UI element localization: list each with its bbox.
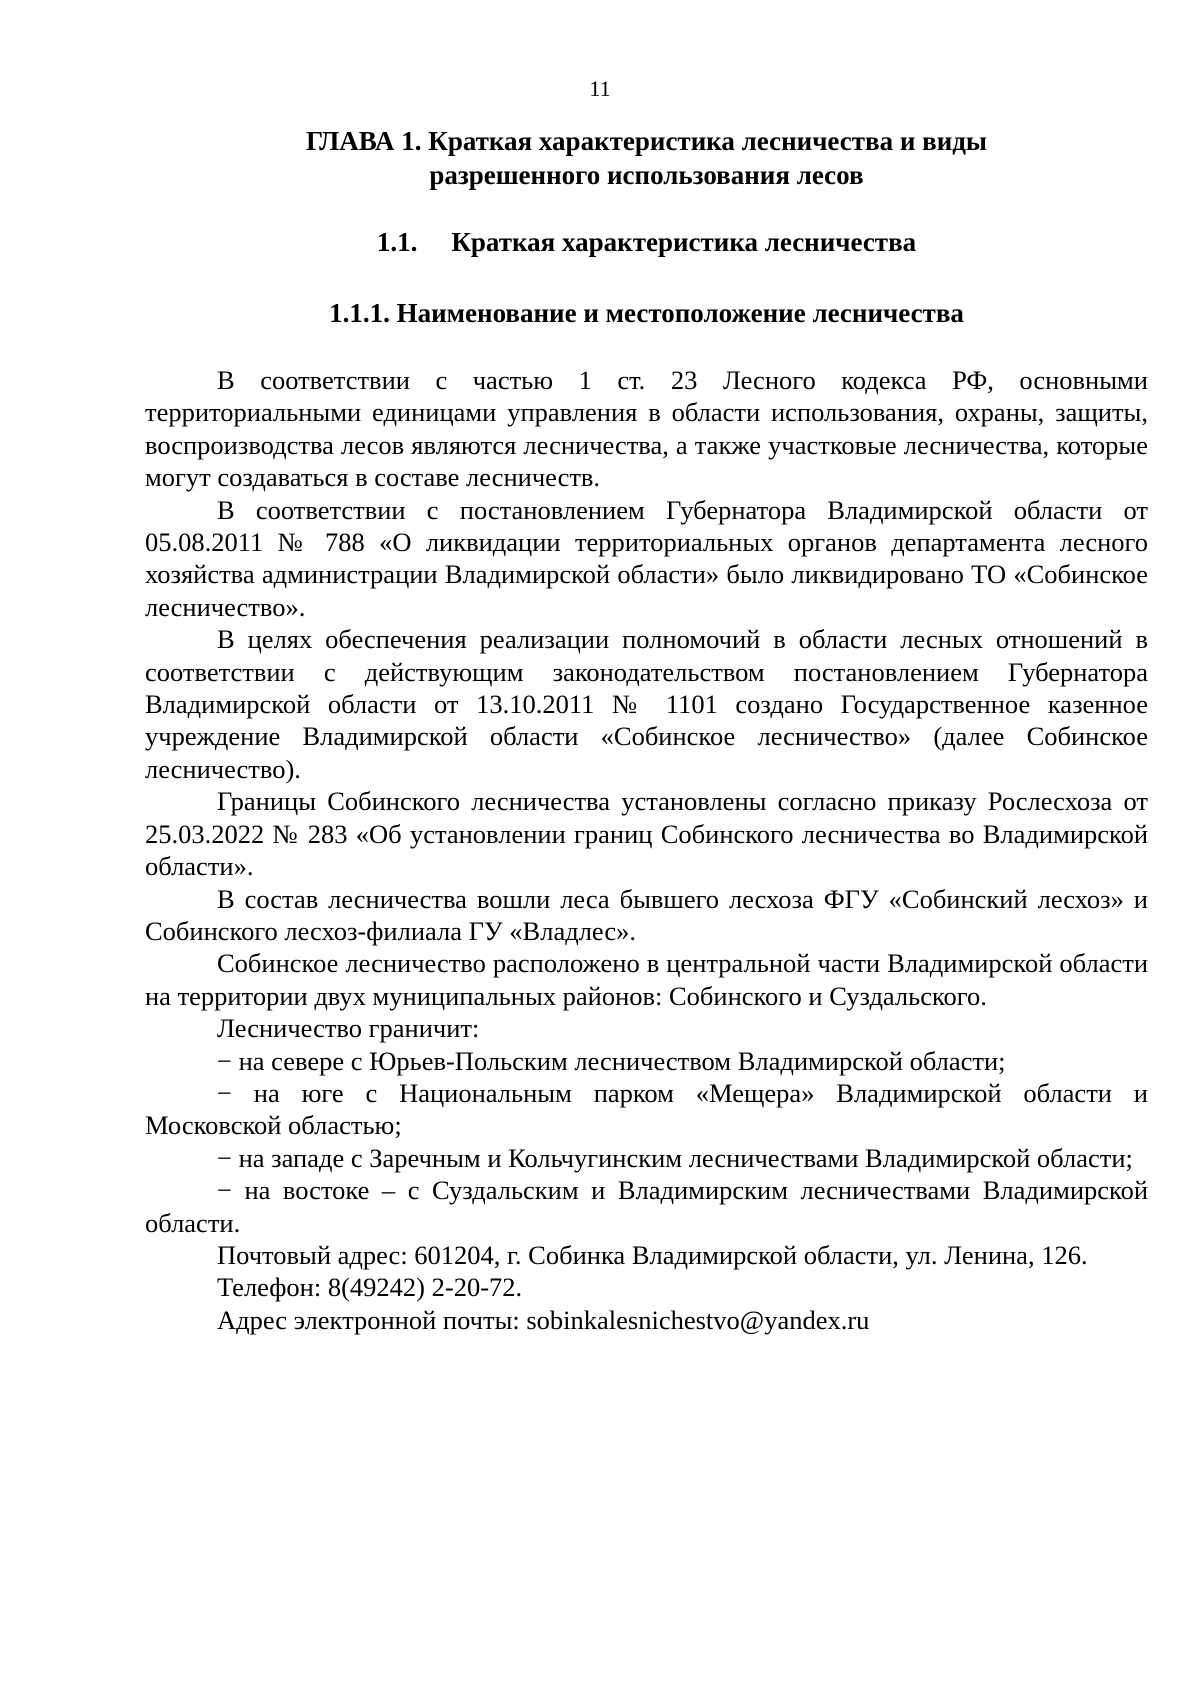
border-item-south: − на юге с Национальным парком «Мещера» Владимирской области и Московской областью;	[145, 1077, 1148, 1141]
chapter-title-line-1: ГЛАВА 1. Краткая характеристика лесничества и виды	[305, 126, 988, 156]
border-item-north: − на севере с Юрьев-Польским лесничеством Владимирской области;	[217, 1045, 1006, 1076]
subsection-title: 1.1.1. Наименование и местоположение лесничества	[329, 298, 964, 328]
section-number: 1.1.	[376, 227, 418, 257]
border-item-east: − на востоке – с Суздальским и Владимирским лесничествами Владимирской области.	[145, 1175, 1148, 1238]
chapter-title	[145, 124, 1148, 192]
section-title-text: Краткая характеристика лесничества	[451, 227, 917, 257]
section-title	[145, 225, 1148, 259]
body-text	[145, 364, 1148, 1336]
paragraph-location: Собинское лесничество расположено в центральной части Владимирской области на территории двух муниципальных районов: Собинского и Суздальского.	[145, 948, 1148, 1011]
paragraph-establishment: В целях обеспечения реализации полномочий в области лесных отношений в соответствии с действующим законодательством постановлением Губернатора Владимирской области от 13.10.2011 № 1101 создано Государственное казенное учреждение Владимирской области «Собинское лесничество» (далее Собинское лесничество).	[145, 624, 1148, 784]
paragraph-liquidation: В соответствии с постановлением Губернатора Владимирской области от 05.08.2011 № 788 «О ликвидации территориальных органов департамента лесного хозяйства администрации Владимирской области» было ликвидировано ТО «Собинское лесничество».	[145, 494, 1148, 622]
chapter-title-line-2: разрешенного использования лесов	[429, 160, 864, 190]
phone-number: Телефон: 8(49242) 2-20-72.	[217, 1272, 523, 1303]
email-address: Адрес электронной почты: sobinkalesnichestvo@yandex.ru	[217, 1304, 870, 1335]
border-item-west: − на западе с Заречным и Кольчугинским лесничествами Владимирской области;	[217, 1142, 1133, 1173]
paragraph-composition: В состав лесничества вошли леса бывшего лесхоза ФГУ «Собинский лесхоз» и Собинского лесхоз-филиала ГУ «Владлес».	[145, 883, 1148, 946]
paragraph-legal-basis: В соответствии с частью 1 ст. 23 Лесного кодекса РФ, основными территориальными единицами управления в области использования, охраны, защиты, воспроизводства лесов являются лесничества, а также участковые лесничества, которые могут создаваться в составе лесничеств.	[145, 365, 1148, 493]
paragraph-boundaries: Границы Собинского лесничества установлены согласно приказу Рослесхоза от 25.03.2022 № 283 «Об установлении границ Собинского лесничества во Владимирской области».	[145, 786, 1148, 882]
postal-address: Почтовый адрес: 601204, г. Собинка Владимирской области, ул. Ленина, 126.	[217, 1239, 1088, 1270]
paragraph-borders-intro: Лесничество граничит:	[217, 1013, 480, 1044]
page-number: 11	[589, 76, 611, 101]
